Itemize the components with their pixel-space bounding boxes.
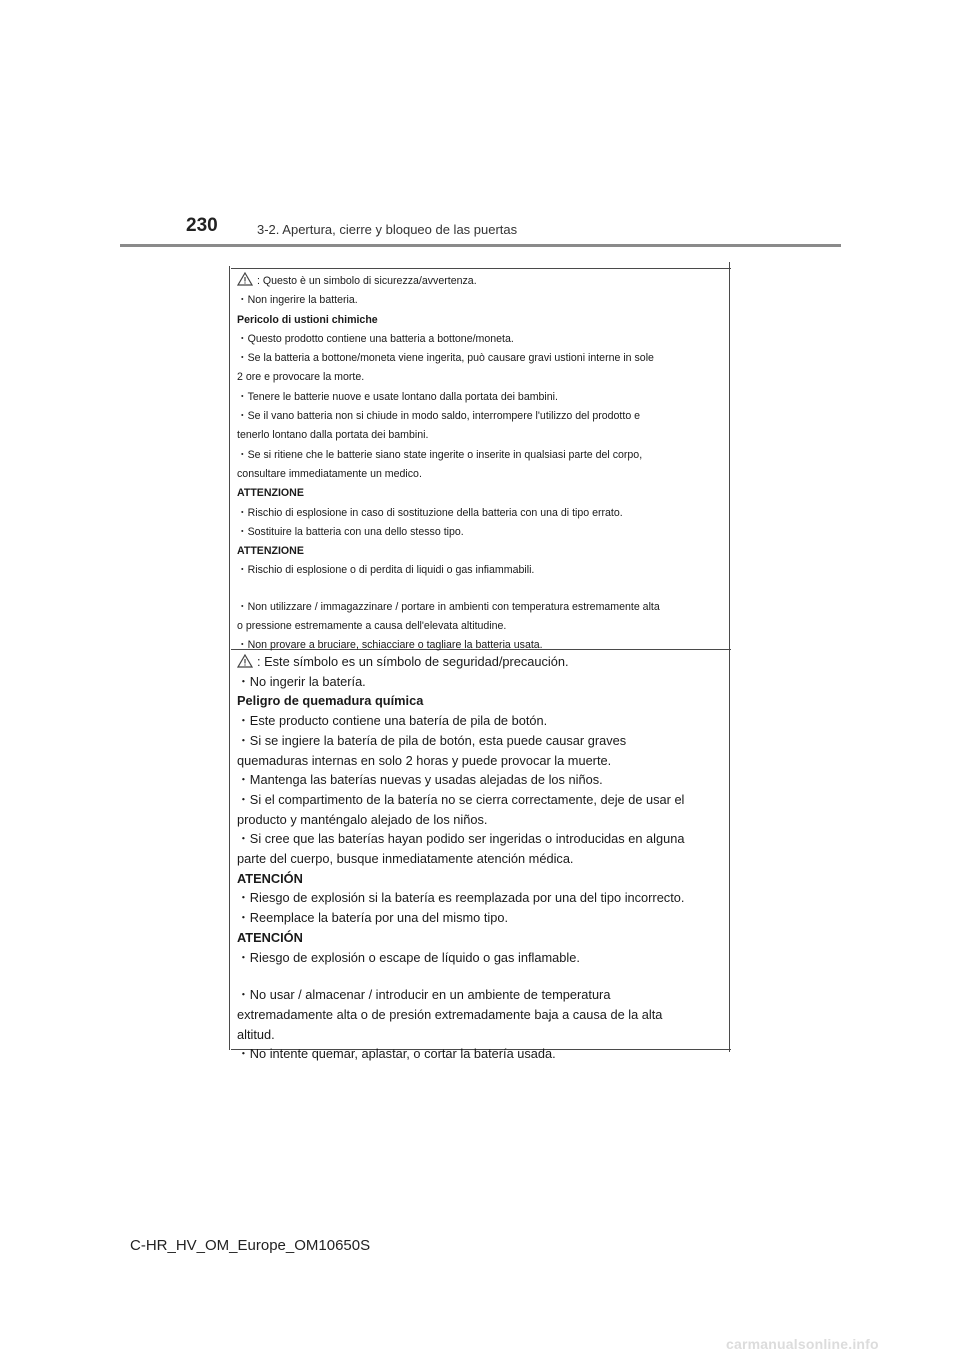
label-line [237,598,725,617]
label-line [237,672,725,692]
label-line-text: consultare immediatamente un medico. [237,467,422,480]
label-line-text: ・Non ingerire la batteria. [237,294,358,307]
label-line-text: ATTENZIONE [237,487,304,500]
label-line-text: ・Se la batteria a bottone/moneta viene ingerita, può causare gravi ustioni interne in sole [237,352,654,365]
label-line [237,617,725,636]
italian-warning-panel [237,272,725,652]
page-number: 230 [186,215,218,236]
label-line [237,869,725,889]
label-line-text: Peligro de quemadura química [237,693,424,709]
label-line [237,770,725,790]
label-left-border [229,266,230,1050]
label-line [237,311,725,330]
section-title: 3-2. Apertura, cierre y bloqueo de las puertas [257,222,518,237]
label-line [237,523,725,542]
label-line-text: ・Questo prodotto contiene una batteria a bottone/moneta. [237,332,514,345]
label-line-text: ・Riesgo de explosión o escape de líquido o gas inflamable. [237,949,580,965]
label-line [237,908,725,928]
label-line [237,928,725,948]
label-line-text: ・Rischio di esplosione in caso di sostituzione della batteria con una di tipo errato. [237,506,623,519]
label-line-text: ・Sostituire la batteria con una dello stesso tipo. [237,525,464,538]
label-line-text: ATTENZIONE [237,545,304,558]
label-line-text: ・Mantenga las baterías nuevas y usadas alejadas de los niños. [237,772,603,788]
label-line-text: parte del cuerpo, busque inmediatamente atención médica. [237,851,574,867]
label-line [237,330,725,349]
label-line [237,1044,725,1064]
label-line [237,446,725,465]
label-line-text: ・No intente quemar, aplastar, o cortar la batería usada. [237,1046,556,1062]
label-line [237,407,725,426]
label-line [237,388,725,407]
label-line [237,465,725,484]
label-line [237,810,725,830]
label-line-text: ・Tenere le batterie nuove e usate lontano dalla portata dei bambini. [237,390,558,403]
scanned-warning-label [227,262,731,1062]
label-line [237,561,725,580]
label-line [237,581,725,598]
label-line [237,291,725,310]
label-line [237,751,725,771]
label-line [237,790,725,810]
label-line-text: ・Este producto contiene una batería de pila de botón. [237,713,548,729]
label-line [237,484,725,503]
label-line-text: o pressione estremamente a causa dell'elevata altitudine. [237,620,507,633]
label-line-text: ・Se il vano batteria non si chiude in modo saldo, interrompere l'utilizzo del prodotto e [237,410,641,423]
warning-triangle-icon [237,272,253,286]
label-line-text: ・No usar / almacenar / introducir en un ambiente de temperatura [237,987,611,1003]
label-line-text: ・Non provare a bruciare, schiacciare o tagliare la batteria usata. [237,639,543,652]
label-line-text: quemaduras internas en solo 2 horas y puede provocar la muerte. [237,752,612,768]
label-line-text: tenerlo lontano dalla portata dei bambini. [237,429,429,442]
label-line-text: ・Riesgo de explosión si la batería es reemplazada por una del tipo incorrecto. [237,890,685,906]
spanish-warning-panel [237,652,725,1062]
label-line-text: ・Non utilizzare / immagazzinare / portare in ambienti con temperatura estremamente alta [237,600,660,613]
label-line [237,948,725,968]
label-line [237,426,725,445]
label-line-text: ATENCIÓN [237,929,303,945]
label-line [237,504,725,523]
label-top-border [231,268,731,269]
label-line-text: ・Reemplace la batería por una del mismo tipo. [237,910,509,926]
label-line [237,731,725,751]
footer-doc-code: C-HR_HV_OM_Europe_OM10650S [130,1237,371,1254]
label-line [237,849,725,869]
label-line-text: altitud. [237,1026,275,1042]
label-line [237,691,725,711]
label-line [237,1005,725,1025]
label-line [237,711,725,731]
label-line-text: ・Si el compartimento de la batería no se cierra correctamente, deje de usar el [237,791,685,807]
label-line-text: ATENCIÓN [237,870,303,886]
label-line [237,888,725,908]
label-line-text: : Questo è un simbolo di sicurezza/avvertenza. [257,275,477,287]
label-line-text: extremadamente alta o de presión extremadamente baja a causa de la alta [237,1006,663,1022]
label-line [237,652,725,672]
label-line [237,985,725,1005]
label-line-text: ・Se si ritiene che le batterie siano state ingerite o inserite in qualsiasi parte del corpo, [237,448,643,461]
warning-triangle-icon [237,654,253,668]
label-line-text: ・Si cree que las baterías hayan podido ser ingeridas o introducidas en alguna [237,831,685,847]
label-line-text: Pericolo di ustioni chimiche [237,313,378,326]
label-line-text: : Este símbolo es un símbolo de seguridad/precaución. [257,654,569,669]
label-line [237,368,725,387]
watermark: carmanualsonline.info [726,1336,879,1352]
label-line-text: ・Rischio di esplosione o di perdita di liquidi o gas infiammabili. [237,564,535,577]
label-line [237,967,725,985]
label-line [237,829,725,849]
label-right-border [729,262,730,1052]
label-line-text: ・No ingerir la batería. [237,673,366,689]
label-line [237,349,725,368]
header-rule [120,244,841,247]
label-line [237,1025,725,1045]
label-line [237,542,725,561]
label-line-text: 2 ore e provocare la morte. [237,371,365,384]
label-line [237,272,725,291]
label-line-text: producto y manténgalo alejado de los niños. [237,811,488,827]
label-line-text: ・Si se ingiere la batería de pila de botón, esta puede causar graves [237,732,627,748]
